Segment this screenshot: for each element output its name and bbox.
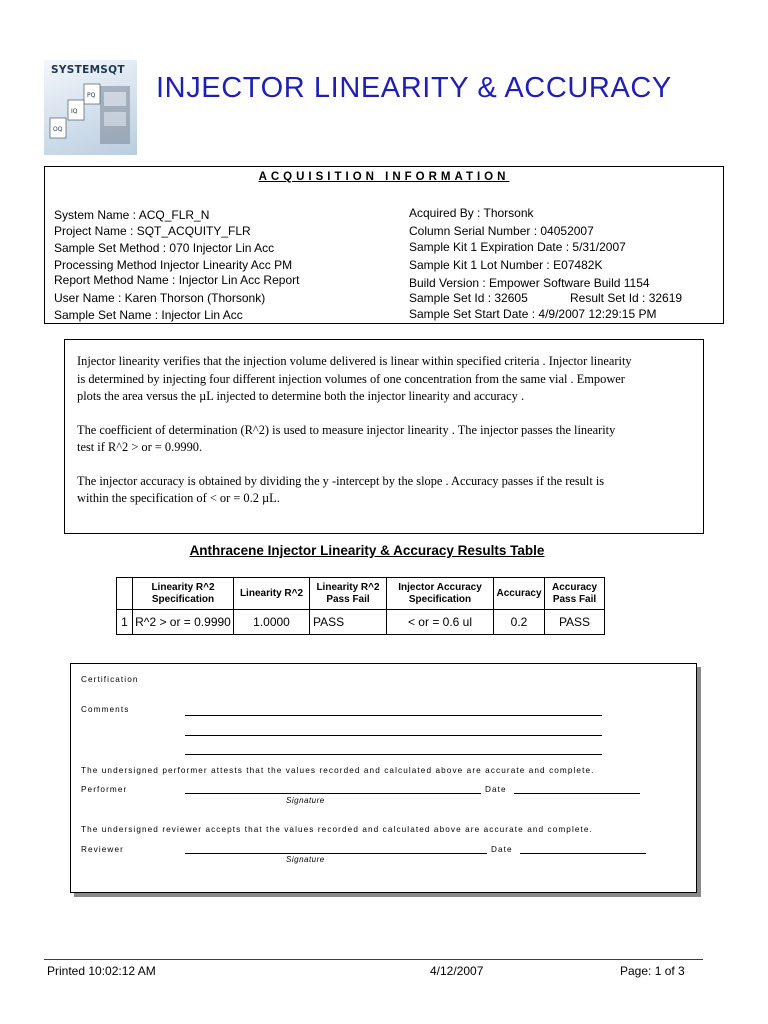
performer-signature-line[interactable] (185, 793, 481, 794)
acquisition-heading (45, 171, 723, 183)
footer-date: 4/12/2007 (430, 964, 484, 978)
performer-label: Performer (81, 785, 128, 794)
results-table-title (0, 543, 734, 558)
header-index (117, 578, 133, 610)
comments-label: Comments (81, 705, 130, 714)
results-header-row (117, 578, 605, 610)
table-row (117, 610, 605, 635)
comments-line-3[interactable] (185, 754, 602, 755)
header-accuracy-spec: Injector Accuracy Specification (387, 578, 494, 610)
results-table (116, 577, 605, 635)
description-box (64, 339, 704, 534)
description-line: is determined by injecting four different injection volumes of one concentration from the same vial . Empower (77, 372, 625, 386)
acquisition-info-box (44, 166, 724, 324)
cell-linearity-r2: 1.0000 (234, 610, 310, 635)
cell-linearity-pass-fail: PASS (310, 610, 387, 635)
description-line: within the specification of < or = 0.2 µL. (77, 491, 280, 505)
acq-lot-number: Sample Kit 1 Lot Number : E07482K (409, 258, 603, 272)
cell-accuracy: 0.2 (494, 610, 545, 635)
certification-label: Certification (81, 675, 139, 684)
certification-box (70, 663, 697, 893)
results-table-title-text: Anthracene Injector Linearity & Accuracy Results Table (189, 543, 545, 558)
acquisition-heading-text: ACQUISITION INFORMATION (258, 171, 510, 183)
description-line: plots the area versus the µL injected to determine both the injector linearity and accuracy . (77, 389, 525, 403)
comments-line-2[interactable] (185, 735, 602, 736)
acq-system-name: System Name : ACQ_FLR_N (54, 208, 210, 222)
logo-tag-iq: IQ (71, 108, 78, 115)
acq-sample-set-id: Sample Set Id : 32605 (409, 291, 528, 305)
performer-date-label: Date (485, 785, 507, 794)
reviewer-signature-line[interactable] (185, 853, 487, 854)
acq-column-serial: Column Serial Number : 04052007 (409, 224, 594, 238)
performer-date-line[interactable] (514, 793, 640, 794)
reviewer-signature-label: Signature (286, 855, 325, 864)
reviewer-date-line[interactable] (520, 853, 646, 854)
cell-accuracy-spec: < or = 0.6 ul (387, 610, 494, 635)
reviewer-date-label: Date (491, 845, 513, 854)
description-line: The coefficient of determination (R^2) is used to measure injector linearity . The injector passes the linearity (77, 423, 616, 437)
logo-tag-pq: PQ (87, 92, 96, 99)
acq-processing-method: Processing Method Injector Linearity Acc PM (54, 258, 293, 272)
description-line: The injector accuracy is obtained by dividing the y -intercept by the slope . Accuracy passes if the result is (77, 474, 605, 488)
footer-printed-time: Printed 10:02:12 AM (47, 964, 156, 978)
cell-index: 1 (117, 610, 133, 635)
reviewer-label: Reviewer (81, 845, 124, 854)
header-linearity-r2: Linearity R^2 (234, 578, 310, 610)
header-accuracy: Accuracy (494, 578, 545, 610)
description-line: test if R^2 > or = 0.9990. (77, 440, 203, 454)
cell-linearity-spec: R^2 > or = 0.9990 (133, 610, 234, 635)
acq-user-name: User Name : Karen Thorson (Thorsonk) (54, 291, 266, 305)
acq-project-name: Project Name : SQT_ACQUITY_FLR (54, 224, 251, 238)
acq-start-date: Sample Set Start Date : 4/9/2007 12:29:15 PM (409, 307, 657, 321)
header-accuracy-pass-fail: Accuracy Pass Fail (545, 578, 605, 610)
comments-line-1[interactable] (185, 715, 602, 716)
page-title: INJECTOR LINEARITY & ACCURACY (156, 72, 672, 104)
footer-rule (44, 959, 703, 960)
reviewer-statement: The undersigned reviewer accepts that the values recorded and calculated above are accurate and complete. (81, 825, 593, 834)
description-line: Injector linearity verifies that the injection volume delivered is linear within specified criteria . Injector linearity (77, 354, 632, 368)
acq-sample-set-name: Sample Set Name : Injector Lin Acc (54, 308, 243, 322)
acq-sample-set-method: Sample Set Method : 070 Injector Lin Acc (54, 241, 275, 255)
acq-build-version: Build Version : Empower Software Build 1154 (409, 276, 650, 290)
header-linearity-pass-fail: Linearity R^2 Pass Fail (310, 578, 387, 610)
logo-tag-oq: OQ (53, 126, 63, 133)
footer-page-number: Page: 1 of 3 (620, 964, 685, 978)
acq-result-set-id: Result Set Id : 32619 (570, 291, 683, 305)
systemsqt-logo (44, 60, 137, 155)
acq-expiration-date: Sample Kit 1 Expiration Date : 5/31/2007 (409, 240, 626, 254)
header-linearity-spec: Linearity R^2 Specification (133, 578, 234, 610)
acq-report-method: Report Method Name : Injector Lin Acc Report (54, 273, 300, 287)
cell-accuracy-pass-fail: PASS (545, 610, 605, 635)
performer-statement: The undersigned performer attests that the values recorded and calculated above are accurate and complete. (81, 766, 595, 775)
logo-brand-text: SYSTEMSQT (51, 64, 125, 76)
performer-signature-label: Signature (286, 796, 325, 805)
acq-acquired-by: Acquired By : Thorsonk (409, 206, 534, 220)
logo-graphic (44, 60, 137, 155)
